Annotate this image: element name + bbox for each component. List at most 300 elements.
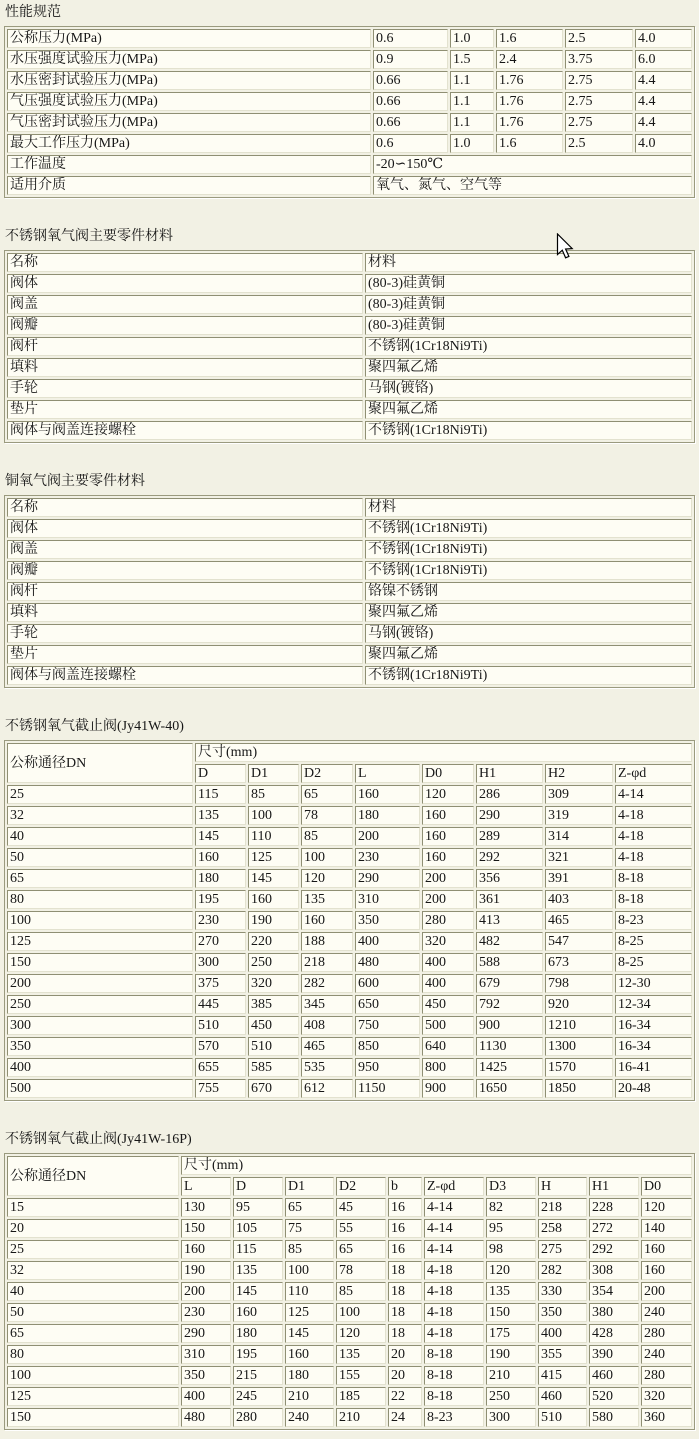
dimension-cell: 280 — [641, 1366, 692, 1385]
dimension-cell: 1150 — [355, 1079, 420, 1098]
dimension-cell: 228 — [589, 1198, 639, 1217]
dimension-cell: 547 — [545, 932, 613, 951]
dn-cell: 80 — [7, 1345, 179, 1364]
dimension-cell: 8-18 — [615, 890, 692, 909]
header-row — [7, 498, 692, 517]
dimension-cell: 356 — [476, 869, 543, 888]
dimension-cell: 600 — [355, 974, 420, 993]
dimension-cell: 280 — [233, 1408, 283, 1427]
dimension-cell: 190 — [486, 1345, 536, 1364]
dimension-cell: 400 — [181, 1387, 231, 1406]
dimension-cell: 798 — [545, 974, 613, 993]
dimension-cell: 300 — [195, 953, 246, 972]
dimension-cell: 4-18 — [424, 1303, 484, 1322]
dimension-cell: 361 — [476, 890, 543, 909]
spec-row — [7, 113, 692, 132]
dimension-row — [7, 932, 692, 951]
material-row — [7, 274, 692, 293]
dimension-cell: 145 — [285, 1324, 334, 1343]
material-cell: 聚四氟乙烯 — [365, 400, 692, 419]
dimension-row — [7, 1261, 692, 1280]
material-cell: 不锈钢(1Cr18Ni9Ti) — [365, 561, 692, 580]
dimension-cell: 800 — [422, 1058, 474, 1077]
dimension-cell: 292 — [476, 848, 543, 867]
dimension-cell: 391 — [545, 869, 613, 888]
dimension-cell: 4-14 — [424, 1240, 484, 1259]
dimension-cell: 18 — [388, 1324, 422, 1343]
dimension-cell: 310 — [355, 890, 420, 909]
dimension-cell: 286 — [476, 785, 543, 804]
dn-cell: 125 — [7, 932, 193, 951]
dimension-cell: 160 — [641, 1261, 692, 1280]
material-cell: 不锈钢(1Cr18Ni9Ti) — [365, 519, 692, 538]
column-header-cell: D0 — [422, 764, 474, 783]
dimension-cell: 100 — [248, 806, 299, 825]
part-name-cell: 阀盖 — [7, 295, 363, 314]
section-title-jy41w-16p: 不锈钢氧气截止阀(Jy41W-16P) — [5, 1132, 192, 1147]
dimension-cell: 180 — [355, 806, 420, 825]
dimension-cell: 655 — [195, 1058, 246, 1077]
dimension-cell: 135 — [233, 1261, 283, 1280]
part-name-cell: 阀瓣 — [7, 316, 363, 335]
dimension-cell: 160 — [285, 1345, 334, 1364]
dn-cell: 200 — [7, 974, 193, 993]
dimension-cell: 16 — [388, 1198, 422, 1217]
material-row — [7, 624, 692, 643]
row-label-cell: 公称压力(MPa) — [7, 29, 371, 48]
dimension-row — [7, 806, 692, 825]
dimension-row — [7, 827, 692, 846]
dimension-cell: 65 — [285, 1198, 334, 1217]
dimension-cell: 360 — [641, 1408, 692, 1427]
dimension-cell: 465 — [301, 1037, 353, 1056]
dimension-cell: 1650 — [476, 1079, 543, 1098]
dimension-cell: 950 — [355, 1058, 420, 1077]
dimension-cell: 8-18 — [424, 1366, 484, 1385]
value-cell: 0.66 — [373, 71, 448, 90]
dimension-cell: 465 — [545, 911, 613, 930]
dimension-row — [7, 848, 692, 867]
dimension-cell: 415 — [538, 1366, 587, 1385]
material-row — [7, 582, 692, 601]
value-cell: 4.4 — [635, 92, 692, 111]
dimension-cell: 160 — [248, 890, 299, 909]
dimension-row — [7, 1198, 692, 1217]
value-cell: 1.0 — [450, 29, 494, 48]
dimension-cell: 4-14 — [615, 785, 692, 804]
dimension-cell: 8-23 — [424, 1408, 484, 1427]
dimension-cell: 115 — [195, 785, 246, 804]
dn-cell: 150 — [7, 953, 193, 972]
part-name-cell: 阀体与阀盖连接螺栓 — [7, 421, 363, 440]
dimension-cell: 18 — [388, 1261, 422, 1280]
dimension-cell: 200 — [181, 1282, 231, 1301]
corner-header-cell: 公称通径DN — [7, 1156, 179, 1196]
dimension-cell: 160 — [301, 911, 353, 930]
value-cell: 4.4 — [635, 113, 692, 132]
dimension-cell: 900 — [476, 1016, 543, 1035]
dimension-cell: 8-18 — [424, 1345, 484, 1364]
dimension-cell: 105 — [233, 1219, 283, 1238]
dimension-cell: 82 — [486, 1198, 536, 1217]
column-header-cell: 材料 — [365, 253, 692, 272]
row-label-cell: 最大工作压力(MPa) — [7, 134, 371, 153]
dimension-cell: 16-41 — [615, 1058, 692, 1077]
column-header-cell: H — [538, 1177, 587, 1196]
dimension-cell: 95 — [486, 1219, 536, 1238]
dn-cell: 40 — [7, 827, 193, 846]
dn-cell: 65 — [7, 869, 193, 888]
performance-spec-table — [4, 26, 695, 198]
dimension-cell: 320 — [641, 1387, 692, 1406]
header-row — [7, 743, 692, 762]
material-cell: (80-3)硅黄铜 — [365, 316, 692, 335]
material-cell: 不锈钢(1Cr18Ni9Ti) — [365, 337, 692, 356]
spec-row — [7, 176, 692, 195]
dimension-cell: 220 — [248, 932, 299, 951]
dn-cell: 50 — [7, 848, 193, 867]
dimension-cell: 195 — [233, 1345, 283, 1364]
section-title-copper-valve-materials: 铜氧气阀主要零件材料 — [5, 474, 145, 489]
dimension-cell: 85 — [248, 785, 299, 804]
dimension-cell: 22 — [388, 1387, 422, 1406]
value-cell: 6.0 — [635, 50, 692, 69]
dimension-row — [7, 1219, 692, 1238]
dimension-row — [7, 995, 692, 1014]
dimension-cell: 309 — [545, 785, 613, 804]
dimension-cell: 1300 — [545, 1037, 613, 1056]
dimension-cell: 218 — [301, 953, 353, 972]
part-name-cell: 手轮 — [7, 624, 363, 643]
spec-row — [7, 29, 692, 48]
dimension-cell: 160 — [422, 806, 474, 825]
dimension-cell: 95 — [233, 1198, 283, 1217]
dimension-cell: 755 — [195, 1079, 246, 1098]
dn-cell: 32 — [7, 1261, 179, 1280]
dimension-cell: 85 — [285, 1240, 334, 1259]
value-cell: 0.9 — [373, 50, 448, 69]
dimension-cell: 120 — [641, 1198, 692, 1217]
dimension-cell: 8-18 — [424, 1387, 484, 1406]
dimension-cell: 400 — [538, 1324, 587, 1343]
dimension-cell: 85 — [336, 1282, 386, 1301]
spec-row — [7, 50, 692, 69]
dimension-cell: 16 — [388, 1240, 422, 1259]
dimension-row — [7, 1058, 692, 1077]
header-row — [7, 253, 692, 272]
dimension-cell: 413 — [476, 911, 543, 930]
dimension-cell: 275 — [538, 1240, 587, 1259]
dn-cell: 400 — [7, 1058, 193, 1077]
dimension-cell: 160 — [233, 1303, 283, 1322]
value-cell: -20∽150℃ — [373, 155, 692, 174]
dimension-cell: 290 — [355, 869, 420, 888]
dimension-cell: 482 — [476, 932, 543, 951]
column-header-cell: D — [195, 764, 246, 783]
dimension-cell: 612 — [301, 1079, 353, 1098]
dimension-cell: 180 — [195, 869, 246, 888]
dimension-cell: 115 — [233, 1240, 283, 1259]
dimension-cell: 308 — [589, 1261, 639, 1280]
header-row — [7, 1156, 692, 1175]
dimension-cell: 290 — [476, 806, 543, 825]
row-label-cell: 气压强度试验压力(MPa) — [7, 92, 371, 111]
dimension-cell: 428 — [589, 1324, 639, 1343]
dimension-cell: 110 — [248, 827, 299, 846]
section-title-ss-valve-materials: 不锈钢氧气阀主要零件材料 — [5, 229, 173, 244]
part-name-cell: 垫片 — [7, 400, 363, 419]
value-cell: 1.76 — [496, 113, 563, 132]
dimension-cell: 240 — [641, 1303, 692, 1322]
dimension-cell: 230 — [195, 911, 246, 930]
material-row — [7, 316, 692, 335]
dimension-cell: 20 — [388, 1366, 422, 1385]
dimension-cell: 4-14 — [424, 1219, 484, 1238]
copper-valve-materials-table — [4, 495, 695, 688]
dimension-cell: 135 — [195, 806, 246, 825]
dimension-row — [7, 974, 692, 993]
dimension-cell: 78 — [301, 806, 353, 825]
material-cell: 聚四氟乙烯 — [365, 603, 692, 622]
value-cell: 2.75 — [565, 92, 633, 111]
dimension-cell: 650 — [355, 995, 420, 1014]
part-name-cell: 阀瓣 — [7, 561, 363, 580]
material-cell: 不锈钢(1Cr18Ni9Ti) — [365, 421, 692, 440]
dimension-cell: 160 — [195, 848, 246, 867]
value-cell: 1.76 — [496, 71, 563, 90]
dimension-cell: 195 — [195, 890, 246, 909]
material-row — [7, 519, 692, 538]
dimension-cell: 18 — [388, 1282, 422, 1301]
dimension-row — [7, 890, 692, 909]
dn-cell: 250 — [7, 995, 193, 1014]
dimension-cell: 290 — [181, 1324, 231, 1343]
dimension-cell: 240 — [641, 1345, 692, 1364]
row-label-cell: 水压密封试验压力(MPa) — [7, 71, 371, 90]
dimension-cell: 75 — [285, 1219, 334, 1238]
dn-cell: 500 — [7, 1079, 193, 1098]
dimension-cell: 140 — [641, 1219, 692, 1238]
column-header-cell: L — [355, 764, 420, 783]
dimension-cell: 110 — [285, 1282, 334, 1301]
section-title-performance-spec: 性能规范 — [5, 5, 61, 20]
dimension-cell: 230 — [355, 848, 420, 867]
dimension-cell: 480 — [181, 1408, 231, 1427]
dimension-cell: 345 — [301, 995, 353, 1014]
dimension-row — [7, 1387, 692, 1406]
dimension-row — [7, 1240, 692, 1259]
dimension-cell: 390 — [589, 1345, 639, 1364]
column-header-cell: b — [388, 1177, 422, 1196]
dimension-row — [7, 1016, 692, 1035]
dimension-cell: 135 — [301, 890, 353, 909]
dimension-cell: 403 — [545, 890, 613, 909]
dimension-cell: 258 — [538, 1219, 587, 1238]
dimension-cell: 585 — [248, 1058, 299, 1077]
value-cell: 2.5 — [565, 29, 633, 48]
value-cell: 4.0 — [635, 29, 692, 48]
dimension-cell: 150 — [486, 1303, 536, 1322]
column-header-cell: 材料 — [365, 498, 692, 517]
part-name-cell: 阀体与阀盖连接螺栓 — [7, 666, 363, 685]
column-header-cell: H1 — [476, 764, 543, 783]
row-label-cell: 水压强度试验压力(MPa) — [7, 50, 371, 69]
dimension-cell: 310 — [181, 1345, 231, 1364]
material-row — [7, 645, 692, 664]
dimension-cell: 300 — [486, 1408, 536, 1427]
dimension-cell: 320 — [248, 974, 299, 993]
material-cell: 马钢(镀铬) — [365, 624, 692, 643]
dimension-cell: 200 — [422, 869, 474, 888]
material-row — [7, 421, 692, 440]
dimension-cell: 130 — [181, 1198, 231, 1217]
dimension-cell: 380 — [589, 1303, 639, 1322]
dimension-cell: 218 — [538, 1198, 587, 1217]
dimension-cell: 375 — [195, 974, 246, 993]
dn-cell: 150 — [7, 1408, 179, 1427]
dn-cell: 100 — [7, 1366, 179, 1385]
dimension-cell: 155 — [336, 1366, 386, 1385]
column-header-cell: D2 — [301, 764, 353, 783]
jy41w-16p-dimensions-table — [4, 1153, 695, 1430]
material-row — [7, 540, 692, 559]
dimension-cell: 670 — [248, 1079, 299, 1098]
dimension-cell: 920 — [545, 995, 613, 1014]
dimension-cell: 180 — [233, 1324, 283, 1343]
dimension-cell: 400 — [422, 974, 474, 993]
section-title-jy41w-40: 不锈钢氧气截止阀(Jy41W-40) — [5, 719, 184, 734]
dimension-row — [7, 869, 692, 888]
dn-cell: 20 — [7, 1219, 179, 1238]
dimension-cell: 100 — [336, 1303, 386, 1322]
dn-cell: 25 — [7, 785, 193, 804]
dn-cell: 15 — [7, 1198, 179, 1217]
dimension-cell: 355 — [538, 1345, 587, 1364]
dimension-cell: 450 — [248, 1016, 299, 1035]
dimension-cell: 400 — [422, 953, 474, 972]
value-cell: 2.75 — [565, 71, 633, 90]
dn-cell: 40 — [7, 1282, 179, 1301]
dimension-cell: 289 — [476, 827, 543, 846]
dimension-cell: 160 — [181, 1240, 231, 1259]
column-header-cell: H1 — [589, 1177, 639, 1196]
dimension-cell: 319 — [545, 806, 613, 825]
dimension-row — [7, 1079, 692, 1098]
value-cell: 4.4 — [635, 71, 692, 90]
value-cell: 1.1 — [450, 92, 494, 111]
dimension-cell: 510 — [195, 1016, 246, 1035]
dn-cell: 50 — [7, 1303, 179, 1322]
part-name-cell: 手轮 — [7, 379, 363, 398]
spec-row — [7, 92, 692, 111]
dimension-cell: 120 — [486, 1261, 536, 1280]
dimension-cell: 570 — [195, 1037, 246, 1056]
dimension-cell: 280 — [422, 911, 474, 930]
dimension-cell: 500 — [422, 1016, 474, 1035]
dimension-cell: 673 — [545, 953, 613, 972]
dimension-cell: 588 — [476, 953, 543, 972]
row-label-cell: 工作温度 — [7, 155, 371, 174]
dimension-cell: 270 — [195, 932, 246, 951]
dimension-cell: 750 — [355, 1016, 420, 1035]
value-cell: 1.1 — [450, 113, 494, 132]
dimension-cell: 792 — [476, 995, 543, 1014]
value-cell: 1.6 — [496, 29, 563, 48]
dimension-cell: 120 — [336, 1324, 386, 1343]
dimension-cell: 4-18 — [424, 1324, 484, 1343]
part-name-cell: 阀体 — [7, 519, 363, 538]
material-cell: (80-3)硅黄铜 — [365, 274, 692, 293]
dimension-cell: 460 — [538, 1387, 587, 1406]
dimension-cell: 20-48 — [615, 1079, 692, 1098]
material-cell: 不锈钢(1Cr18Ni9Ti) — [365, 540, 692, 559]
dimension-cell: 180 — [285, 1366, 334, 1385]
material-row — [7, 379, 692, 398]
value-cell: 1.0 — [450, 134, 494, 153]
dimension-cell: 190 — [248, 911, 299, 930]
dimension-cell: 8-23 — [615, 911, 692, 930]
dimension-cell: 272 — [589, 1219, 639, 1238]
dimension-cell: 282 — [301, 974, 353, 993]
dimension-cell: 282 — [538, 1261, 587, 1280]
material-row — [7, 337, 692, 356]
part-name-cell: 垫片 — [7, 645, 363, 664]
column-header-cell: 名称 — [7, 253, 363, 272]
value-cell: 0.66 — [373, 113, 448, 132]
dimension-cell: 850 — [355, 1037, 420, 1056]
dimension-row — [7, 785, 692, 804]
dimension-cell: 190 — [181, 1261, 231, 1280]
dimension-cell: 210 — [486, 1366, 536, 1385]
dimension-cell: 330 — [538, 1282, 587, 1301]
dimension-cell: 125 — [248, 848, 299, 867]
dimension-row — [7, 1324, 692, 1343]
dimension-cell: 160 — [422, 827, 474, 846]
part-name-cell: 阀杆 — [7, 582, 363, 601]
column-header-cell: Z-φd — [615, 764, 692, 783]
dimension-cell: 520 — [589, 1387, 639, 1406]
column-header-cell: D3 — [486, 1177, 536, 1196]
dimension-cell: 535 — [301, 1058, 353, 1077]
dimension-cell: 120 — [422, 785, 474, 804]
dimension-cell: 65 — [336, 1240, 386, 1259]
dimension-cell: 250 — [486, 1387, 536, 1406]
part-name-cell: 阀体 — [7, 274, 363, 293]
dimension-cell: 4-18 — [615, 806, 692, 825]
part-name-cell: 填料 — [7, 358, 363, 377]
dimension-cell: 900 — [422, 1079, 474, 1098]
dimension-cell: 4-18 — [615, 848, 692, 867]
dn-cell: 300 — [7, 1016, 193, 1035]
dimension-cell: 8-25 — [615, 932, 692, 951]
dimension-cell: 250 — [248, 953, 299, 972]
dimension-row — [7, 1408, 692, 1427]
dimension-cell: 8-25 — [615, 953, 692, 972]
dimension-cell: 85 — [301, 827, 353, 846]
dimension-cell: 314 — [545, 827, 613, 846]
dimension-cell: 145 — [248, 869, 299, 888]
dimension-cell: 1425 — [476, 1058, 543, 1077]
dn-cell: 65 — [7, 1324, 179, 1343]
spec-row — [7, 134, 692, 153]
dimension-row — [7, 953, 692, 972]
dimension-cell: 175 — [486, 1324, 536, 1343]
dimension-cell: 24 — [388, 1408, 422, 1427]
dimension-cell: 4-18 — [424, 1261, 484, 1280]
dimension-cell: 1210 — [545, 1016, 613, 1035]
dimension-cell: 230 — [181, 1303, 231, 1322]
size-header-cell: 尺寸(mm) — [181, 1156, 692, 1175]
